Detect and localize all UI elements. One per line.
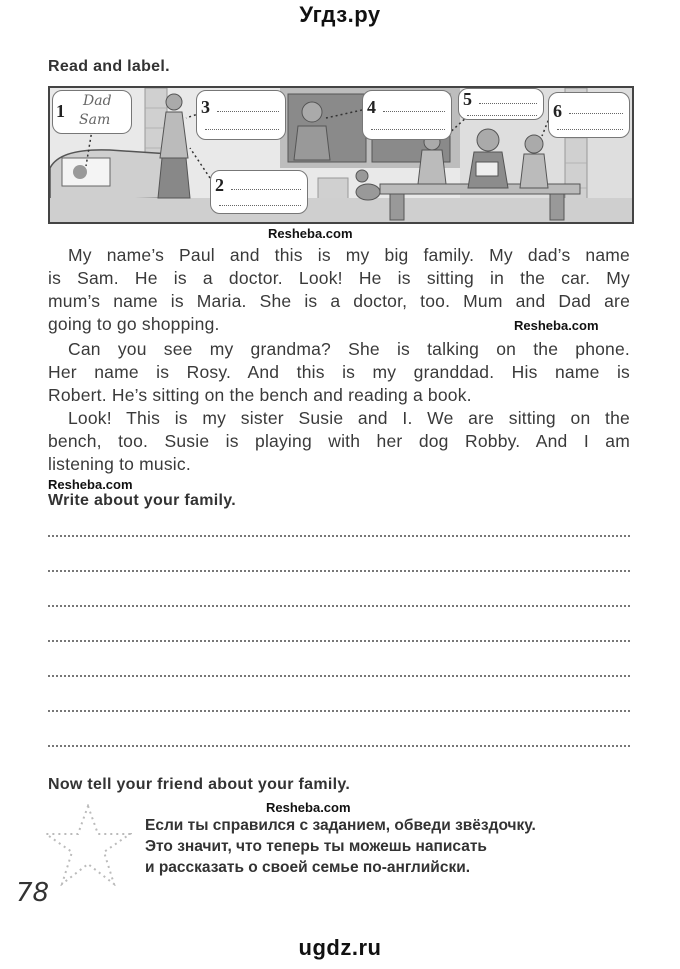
- label-answer-line1: Dad: [83, 93, 112, 109]
- answer-dotted-line: [467, 115, 537, 116]
- site-title: Угдз.ру: [299, 2, 381, 27]
- watermark: Resheba.com: [48, 477, 133, 492]
- answer-dotted-line: [219, 205, 301, 206]
- answer-dotted-line: [205, 129, 279, 130]
- text-line: listening to music.: [48, 454, 191, 474]
- text-line: mum’s name is Maria. She is a doctor, too. Mum and Dad are: [48, 291, 630, 311]
- text-line: is Sam. He is a doctor. Look! He is sitting in the car. My: [48, 268, 630, 288]
- label-number: 4: [367, 97, 376, 117]
- star-icon[interactable]: [44, 804, 132, 886]
- watermark: Resheba.com: [266, 800, 351, 815]
- label-box-3[interactable]: [196, 90, 286, 140]
- label-box-6[interactable]: [548, 92, 630, 138]
- label-number: 5: [463, 89, 472, 109]
- answer-dotted-line: [479, 103, 537, 104]
- label-number: 1: [56, 101, 65, 121]
- writing-line[interactable]: [48, 675, 630, 677]
- self-check-line-2: Это значит, что теперь ты можешь написать: [145, 838, 487, 855]
- text-line: Can you see my grandma? She is talking on the phone.: [68, 339, 630, 359]
- writing-line[interactable]: [48, 535, 630, 537]
- watermark: Resheba.com: [514, 318, 599, 333]
- writing-line[interactable]: [48, 640, 630, 642]
- label-box-4[interactable]: [362, 90, 452, 140]
- site-footer: ugdz.ru: [298, 935, 382, 960]
- answer-dotted-line: [217, 111, 279, 112]
- label-box-2[interactable]: [210, 170, 308, 214]
- answer-dotted-line: [231, 189, 301, 190]
- label-number: 2: [215, 175, 224, 195]
- self-check-line-1: Если ты справился с заданием, обведи звёздочку.: [145, 817, 536, 834]
- writing-line[interactable]: [48, 605, 630, 607]
- text-line: going to go shopping.: [48, 314, 220, 334]
- label-number: 6: [553, 101, 562, 121]
- answer-dotted-line: [569, 113, 623, 114]
- watermark: Resheba.com: [268, 226, 353, 241]
- text-line: bench, too. Susie is playing with her dog Robby. And I am: [48, 431, 630, 451]
- task-heading-write-about-family: Write about your family.: [48, 492, 236, 509]
- text-line: Look! This is my sister Susie and I. We are sitting on the: [68, 408, 630, 428]
- text-line: My name’s Paul and this is my big family. My dad’s name: [68, 245, 630, 265]
- writing-line[interactable]: [48, 710, 630, 712]
- street-scene-drawing: [50, 88, 632, 222]
- label-box-5[interactable]: [458, 88, 544, 120]
- label-box-1[interactable]: [52, 90, 132, 134]
- text-line: Her name is Rosy. And this is my granddad. His name is: [48, 362, 630, 382]
- text-line: Robert. He’s sitting on the bench and reading a book.: [48, 385, 472, 405]
- answer-dotted-line: [557, 129, 623, 130]
- writing-line[interactable]: [48, 570, 630, 572]
- self-check-line-3: и рассказать о своей семье по-английски.: [145, 859, 471, 876]
- family-illustration: [48, 86, 634, 224]
- answer-dotted-line: [383, 111, 445, 112]
- task-heading-tell-friend: Now tell your friend about your family.: [48, 776, 351, 793]
- label-answer-line2: Sam: [79, 112, 111, 128]
- label-number: 3: [201, 97, 210, 117]
- answer-dotted-line: [371, 129, 445, 130]
- writing-line[interactable]: [48, 745, 630, 747]
- task-heading-read-and-label: Read and label.: [48, 58, 170, 75]
- page-number: 78: [16, 878, 50, 908]
